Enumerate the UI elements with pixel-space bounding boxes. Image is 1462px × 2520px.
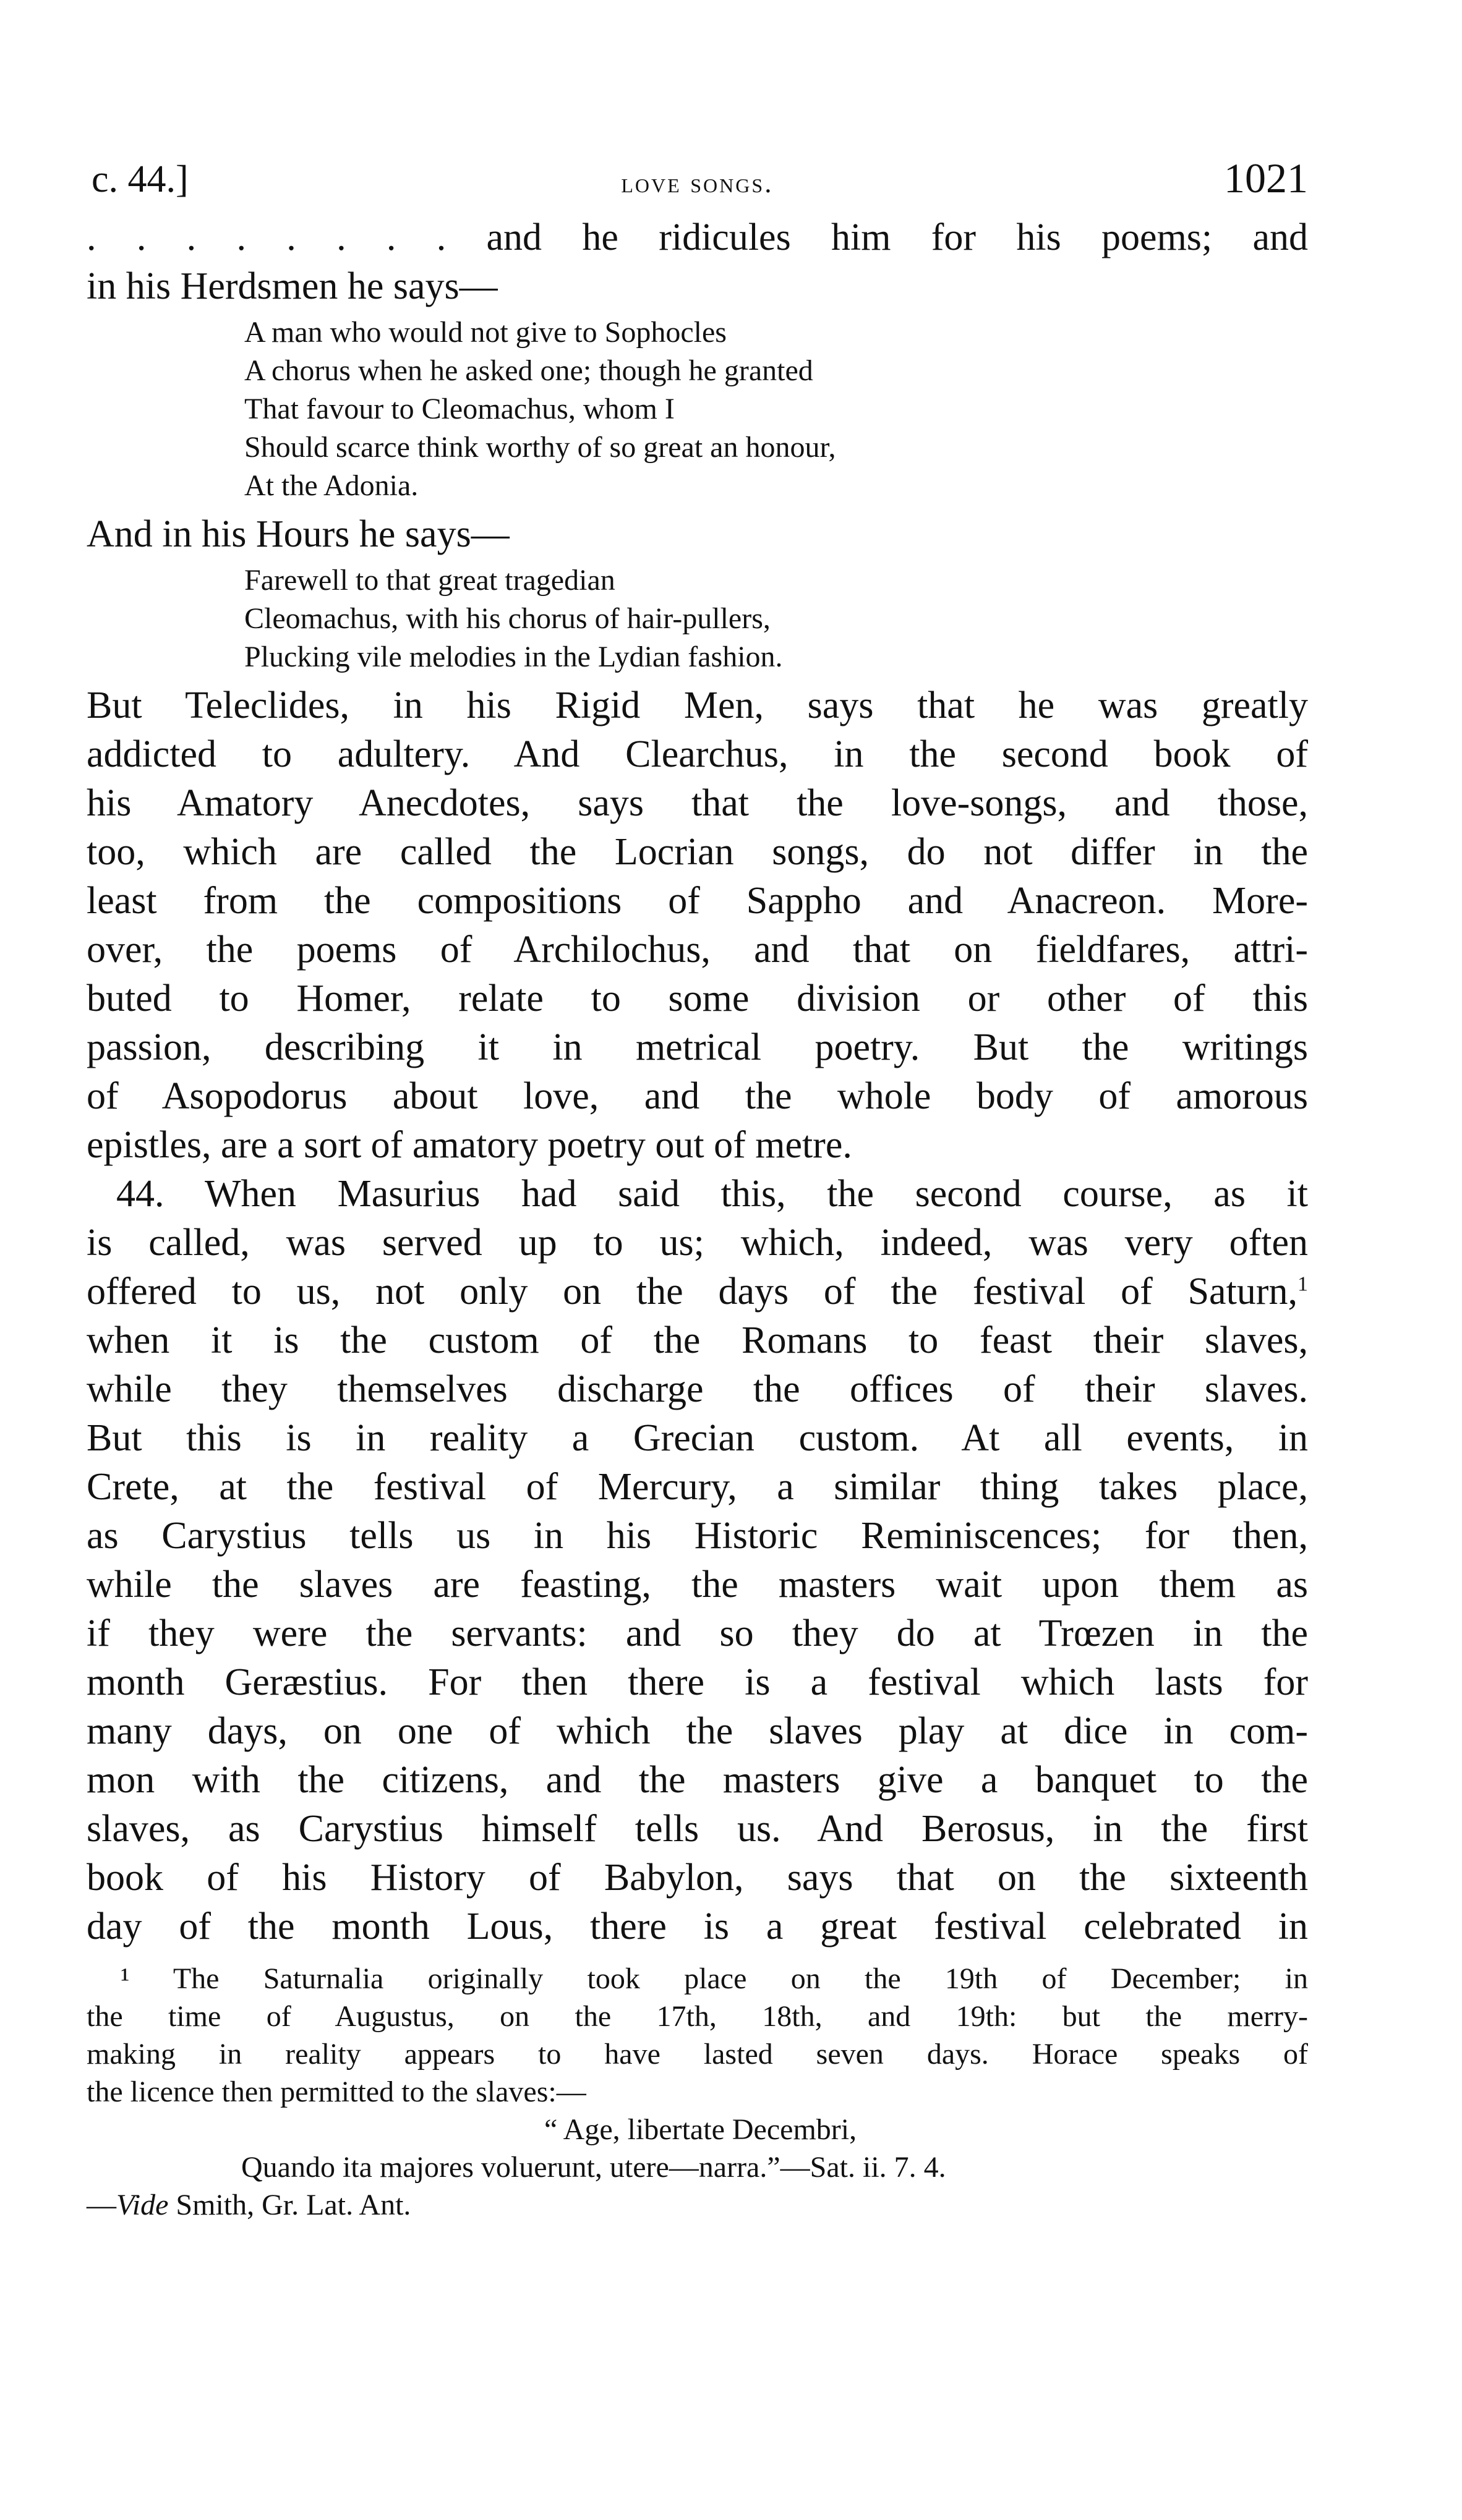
text-line: And in his Hours he says— <box>87 513 510 555</box>
page-number: 1021 <box>1224 155 1308 202</box>
verse-quotation-herdsmen <box>87 313 1308 505</box>
text-line: day of the month Lous, there is a great festival celebrated in <box>87 1905 1308 1947</box>
text-line: many days, on one of which the slaves play at dice in com- <box>87 1710 1308 1752</box>
book-page <box>87 155 1308 2224</box>
footnote-line: the time of Augustus, on the 17th, 18th, and 19th: but the merry- <box>87 2000 1308 2033</box>
footnote-line: ¹ The Saturnalia originally took place on the 19th of December; in <box>121 1962 1308 1995</box>
text-line: slaves, as Carystius himself tells us. And Berosus, in the first <box>87 1808 1308 1850</box>
text-line: too, which are called the Locrian songs, do not differ in the <box>87 831 1308 873</box>
verse-line: A chorus when he asked one; though he granted <box>244 354 813 387</box>
footnote-reference <box>87 2186 1308 2224</box>
text-line: month Geræstius. For then there is a festival which lasts for <box>87 1661 1308 1703</box>
verse-line: Cleomachus, with his chorus of hair-pullers, <box>244 602 771 635</box>
text-line: while they themselves discharge the offices of their slaves. <box>87 1368 1308 1410</box>
opening-text <box>87 213 1308 311</box>
text-line: of Asopodorus about love, and the whole body of amorous <box>87 1075 1308 1117</box>
footnote-block <box>87 1960 1308 2224</box>
text-line: . . . . . . . . and he ridicules him for his poems; and <box>87 216 1308 258</box>
text-line: while the slaves are feasting, the masters wait upon them as <box>87 1564 1308 1606</box>
text-line: if they were the servants: and so they do at Trœzen in the <box>87 1612 1308 1654</box>
running-head <box>87 155 1308 213</box>
footnote-marker: 1 <box>1297 1272 1308 1296</box>
verse-line: Should scarce think worthy of so great an honour, <box>244 431 836 464</box>
text-line: But this is in reality a Grecian custom. At all events, in <box>87 1417 1308 1459</box>
text-line-with-footnote <box>87 1267 1308 1316</box>
paragraph-teleclides <box>87 681 1308 1170</box>
text-line: passion, describing it in metrical poetry. But the writings <box>87 1026 1308 1068</box>
vide-word: Vide <box>116 2189 169 2221</box>
text-line: epistles, are a sort of amatory poetry out of metre. <box>87 1124 852 1166</box>
chapter-reference: c. 44.] <box>92 158 189 200</box>
text-line: But Teleclides, in his Rigid Men, says that he was greatly <box>87 684 1308 726</box>
verse-line: Farewell to that great tragedian <box>244 564 615 597</box>
text-line: Crete, at the festival of Mercury, a similar thing takes place, <box>87 1466 1308 1508</box>
text-line: book of his History of Babylon, says that on the sixteenth <box>87 1857 1308 1899</box>
verse-quotation-hours <box>87 561 1308 676</box>
text-fragment: offered to us, not only on the days of the festival of Saturn, <box>87 1271 1297 1313</box>
text-line: his Amatory Anecdotes, says that the love-songs, and those, <box>87 782 1308 824</box>
footnote-quote-line: Quando ita majores voluerunt, utere—narra.”—Sat. ii. 7. 4. <box>241 2151 946 2184</box>
text-line: when it is the custom of the Romans to feast their slaves, <box>87 1319 1308 1361</box>
text-line: least from the compositions of Sappho and Anacreon. More- <box>87 880 1308 922</box>
paragraph-section-44 <box>87 1170 1308 1951</box>
text-line: in his Herdsmen he says— <box>87 265 498 307</box>
verse-line: Plucking vile melodies in the Lydian fashion. <box>244 641 783 673</box>
text-line: addicted to adultery. And Clearchus, in the second book of <box>87 733 1308 775</box>
text-line: as Carystius tells us in his Historic Reminiscences; for then, <box>87 1515 1308 1557</box>
text-line: is called, was served up to us; which, indeed, was very often <box>87 1222 1308 1264</box>
verse-line: A man who would not give to Sophocles <box>244 316 727 349</box>
text-line: buted to Homer, relate to some division or other of this <box>87 977 1308 1019</box>
text-line: 44. When Masurius had said this, the second course, as it <box>116 1173 1308 1215</box>
footnote-line: the licence then permitted to the slaves:— <box>87 2075 586 2108</box>
footnote-quote-line: “ Age, libertate Decembri, <box>544 2113 857 2146</box>
reference-text: Smith, Gr. Lat. Ant. <box>168 2189 411 2221</box>
footnote-line: making in reality appears to have lasted seven days. Horace speaks of <box>87 2038 1308 2071</box>
verse-line: That favour to Cleomachus, whom I <box>244 393 675 425</box>
running-title: love songs. <box>621 167 774 198</box>
text-line: over, the poems of Archilochus, and that on fieldfares, attri- <box>87 929 1308 971</box>
verse-line: At the Adonia. <box>244 469 419 502</box>
dash: — <box>87 2189 116 2221</box>
text-line: mon with the citizens, and the masters give a banquet to the <box>87 1759 1308 1801</box>
